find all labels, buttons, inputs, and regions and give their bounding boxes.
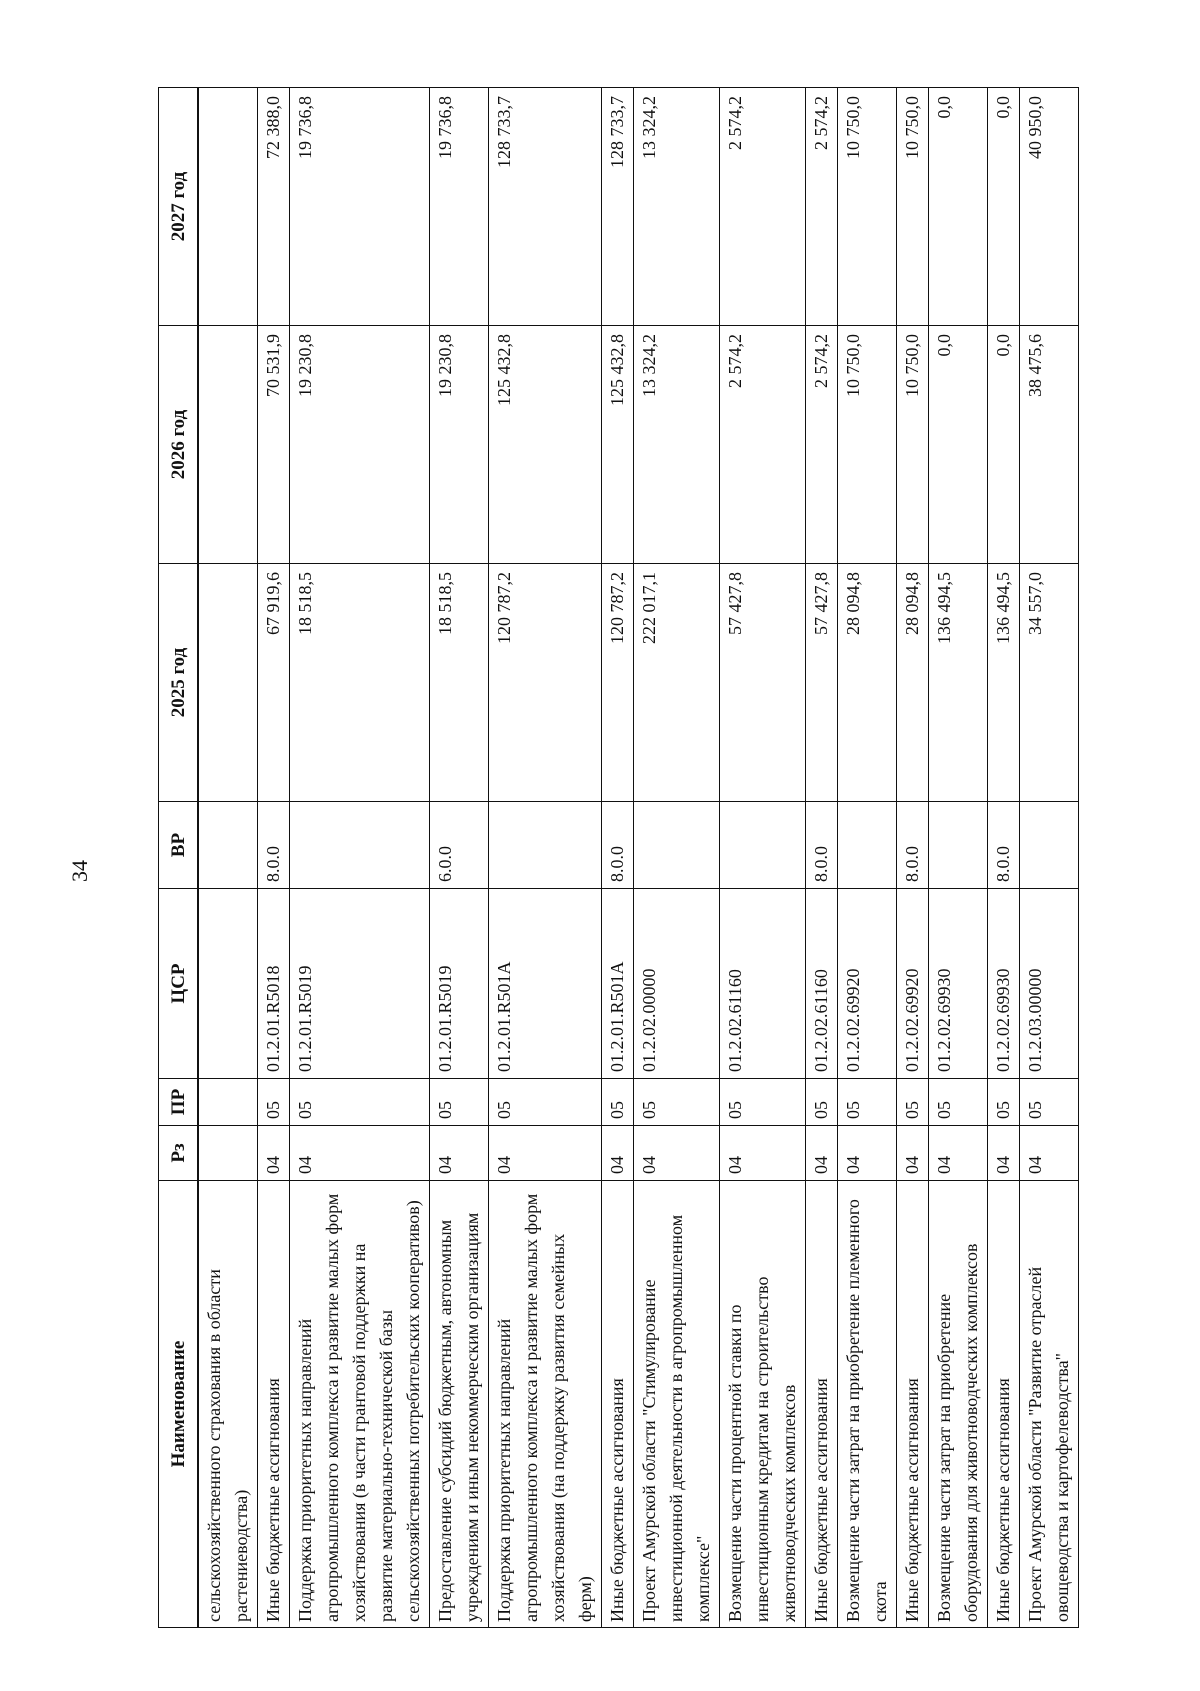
cell-name: Иные бюджетные ассигнования [258, 1181, 290, 1628]
cell-name: Иные бюджетные ассигнования [806, 1181, 838, 1628]
cell-vr [720, 802, 806, 889]
cell-2025: 136 494,5 [929, 564, 988, 802]
cell-vr: 8.0.0 [602, 802, 634, 889]
cell-pr: 05 [838, 1079, 897, 1126]
cell-2027: 19 736,8 [430, 88, 489, 326]
table-row [806, 88, 838, 1628]
cell-name: сельскохозяйственного страхования в области растениеводства) [198, 1181, 258, 1628]
cell-2027: 128 733,7 [489, 88, 602, 326]
table-row [988, 88, 1020, 1628]
cell-pr: 05 [897, 1079, 929, 1126]
cell-csr: 01.2.02.00000 [634, 889, 720, 1079]
cell-rz: 04 [838, 1126, 897, 1181]
cell-csr: 01.2.01.R5018 [258, 889, 290, 1079]
cell-rz: 04 [634, 1126, 720, 1181]
cell-vr: 8.0.0 [806, 802, 838, 889]
cell-rz: 04 [430, 1126, 489, 1181]
cell-vr [634, 802, 720, 889]
cell-rz: 04 [602, 1126, 634, 1181]
cell-2025: 57 427,8 [806, 564, 838, 802]
cell-pr: 05 [806, 1079, 838, 1126]
cell-csr: 01.2.02.69930 [929, 889, 988, 1079]
cell-csr: 01.2.01.R5019 [290, 889, 430, 1079]
cell-2026: 125 432,8 [602, 326, 634, 564]
cell-rz: 04 [489, 1126, 602, 1181]
table-row [602, 88, 634, 1628]
cell-name: Предоставление субсидий бюджетным, автономным учреждениям и иным некоммерческим организациям [430, 1181, 489, 1628]
cell-csr: 01.2.02.61160 [720, 889, 806, 1079]
table-row [430, 88, 489, 1628]
cell-vr [198, 802, 258, 889]
cell-name: Иные бюджетные ассигнования [897, 1181, 929, 1628]
cell-2026: 2 574,2 [806, 326, 838, 564]
cell-2025: 136 494,5 [988, 564, 1020, 802]
cell-2027: 10 750,0 [838, 88, 897, 326]
col-header-pr: ПР [159, 1079, 199, 1126]
table-row [290, 88, 430, 1628]
cell-csr: 01.2.03.00000 [1020, 889, 1079, 1079]
cell-csr: 01.2.01.R501A [489, 889, 602, 1079]
col-header-csr: ЦСР [159, 889, 199, 1079]
table-row [1020, 88, 1079, 1628]
cell-pr: 05 [489, 1079, 602, 1126]
cell-csr: 01.2.02.69930 [988, 889, 1020, 1079]
cell-2025: 120 787,2 [602, 564, 634, 802]
col-header-2027: 2027 год [159, 88, 199, 326]
cell-name: Возмещение части процентной ставки по инвестиционным кредитам на строительство животноводческих комплексов [720, 1181, 806, 1628]
cell-rz: 04 [290, 1126, 430, 1181]
cell-vr [489, 802, 602, 889]
cell-csr: 01.2.02.69920 [897, 889, 929, 1079]
cell-2027 [198, 88, 258, 326]
budget-table [158, 87, 1079, 1628]
cell-rz: 04 [929, 1126, 988, 1181]
cell-2025: 34 557,0 [1020, 564, 1079, 802]
cell-name: Проект Амурской области "Стимулирование инвестиционной деятельности в агропромышленном комплексе" [634, 1181, 720, 1628]
cell-vr: 8.0.0 [988, 802, 1020, 889]
table-row [897, 88, 929, 1628]
header-row [159, 88, 199, 1628]
cell-2027: 19 736,8 [290, 88, 430, 326]
cell-2025: 18 518,5 [430, 564, 489, 802]
cell-pr: 05 [258, 1079, 290, 1126]
cell-2025 [198, 564, 258, 802]
cell-name: Поддержка приоритетных направлений агропромышленного комплекса и развитие малых форм хозяйствования (в части грантовой поддержки на развитие материально-технической базы сельскохозяйственных потребительских кооперативов) [290, 1181, 430, 1628]
cell-2027: 72 388,0 [258, 88, 290, 326]
cell-vr [838, 802, 897, 889]
cell-2027: 2 574,2 [806, 88, 838, 326]
col-header-vr: ВР [159, 802, 199, 889]
page-number: 34 [67, 860, 92, 882]
cell-2025: 67 919,6 [258, 564, 290, 802]
cell-name: Проект Амурской области "Развитие отраслей овощеводства и картофелеводства" [1020, 1181, 1079, 1628]
cell-2025: 120 787,2 [489, 564, 602, 802]
cell-vr: 8.0.0 [897, 802, 929, 889]
cell-2027: 40 950,0 [1020, 88, 1079, 326]
cell-vr [929, 802, 988, 889]
table-row [258, 88, 290, 1628]
cell-rz [198, 1126, 258, 1181]
cell-2026: 19 230,8 [430, 326, 489, 564]
cell-2027: 0,0 [988, 88, 1020, 326]
cell-pr: 05 [929, 1079, 988, 1126]
cell-2026: 0,0 [988, 326, 1020, 564]
cell-rz: 04 [720, 1126, 806, 1181]
cell-rz: 04 [988, 1126, 1020, 1181]
cell-2026: 38 475,6 [1020, 326, 1079, 564]
cell-pr: 05 [602, 1079, 634, 1126]
table-row [489, 88, 602, 1628]
cell-csr: 01.2.01.R5019 [430, 889, 489, 1079]
cell-2025: 28 094,8 [838, 564, 897, 802]
cell-pr: 05 [430, 1079, 489, 1126]
cell-2025: 222 017,1 [634, 564, 720, 802]
cell-2026 [198, 326, 258, 564]
cell-csr [198, 889, 258, 1079]
cell-pr: 05 [720, 1079, 806, 1126]
cell-2026: 13 324,2 [634, 326, 720, 564]
cell-name: Иные бюджетные ассигнования [988, 1181, 1020, 1628]
cell-2027: 128 733,7 [602, 88, 634, 326]
cell-2026: 19 230,8 [290, 326, 430, 564]
cell-name: Возмещение части затрат на приобретение оборудования для животноводческих комплексов [929, 1181, 988, 1628]
cell-vr [1020, 802, 1079, 889]
cell-rz: 04 [1020, 1126, 1079, 1181]
col-header-name: Наименование [159, 1181, 199, 1628]
cell-rz: 04 [806, 1126, 838, 1181]
cell-rz: 04 [897, 1126, 929, 1181]
col-header-2026: 2026 год [159, 326, 199, 564]
cell-name: Возмещение части затрат на приобретение племенного скота [838, 1181, 897, 1628]
rotated-table-container [158, 88, 1178, 1628]
cell-pr: 05 [290, 1079, 430, 1126]
cell-2025: 18 518,5 [290, 564, 430, 802]
cell-2026: 10 750,0 [897, 326, 929, 564]
cell-2025: 57 427,8 [720, 564, 806, 802]
col-header-rz: Рз [159, 1126, 199, 1181]
cell-2027: 2 574,2 [720, 88, 806, 326]
cell-csr: 01.2.02.61160 [806, 889, 838, 1079]
cell-csr: 01.2.01.R501A [602, 889, 634, 1079]
cell-2027: 0,0 [929, 88, 988, 326]
cell-2027: 13 324,2 [634, 88, 720, 326]
table-row [720, 88, 806, 1628]
cell-vr: 8.0.0 [258, 802, 290, 889]
cell-name: Поддержка приоритетных направлений агропромышленного комплекса и развитие малых форм хозяйствования (на поддержку развития семейных ферм) [489, 1181, 602, 1628]
table-row [838, 88, 897, 1628]
cell-vr [290, 802, 430, 889]
cell-2027: 10 750,0 [897, 88, 929, 326]
cell-csr: 01.2.02.69920 [838, 889, 897, 1079]
cell-pr: 05 [634, 1079, 720, 1126]
cell-vr: 6.0.0 [430, 802, 489, 889]
cell-2025: 28 094,8 [897, 564, 929, 802]
cell-pr [198, 1079, 258, 1126]
cell-pr: 05 [988, 1079, 1020, 1126]
cell-2026: 125 432,8 [489, 326, 602, 564]
table-row [634, 88, 720, 1628]
col-header-2025: 2025 год [159, 564, 199, 802]
cell-name: Иные бюджетные ассигнования [602, 1181, 634, 1628]
cell-pr: 05 [1020, 1079, 1079, 1126]
cell-2026: 2 574,2 [720, 326, 806, 564]
cell-2026: 10 750,0 [838, 326, 897, 564]
cell-rz: 04 [258, 1126, 290, 1181]
cell-2026: 70 531,9 [258, 326, 290, 564]
cell-2026: 0,0 [929, 326, 988, 564]
table-row [929, 88, 988, 1628]
table-row [198, 88, 258, 1628]
